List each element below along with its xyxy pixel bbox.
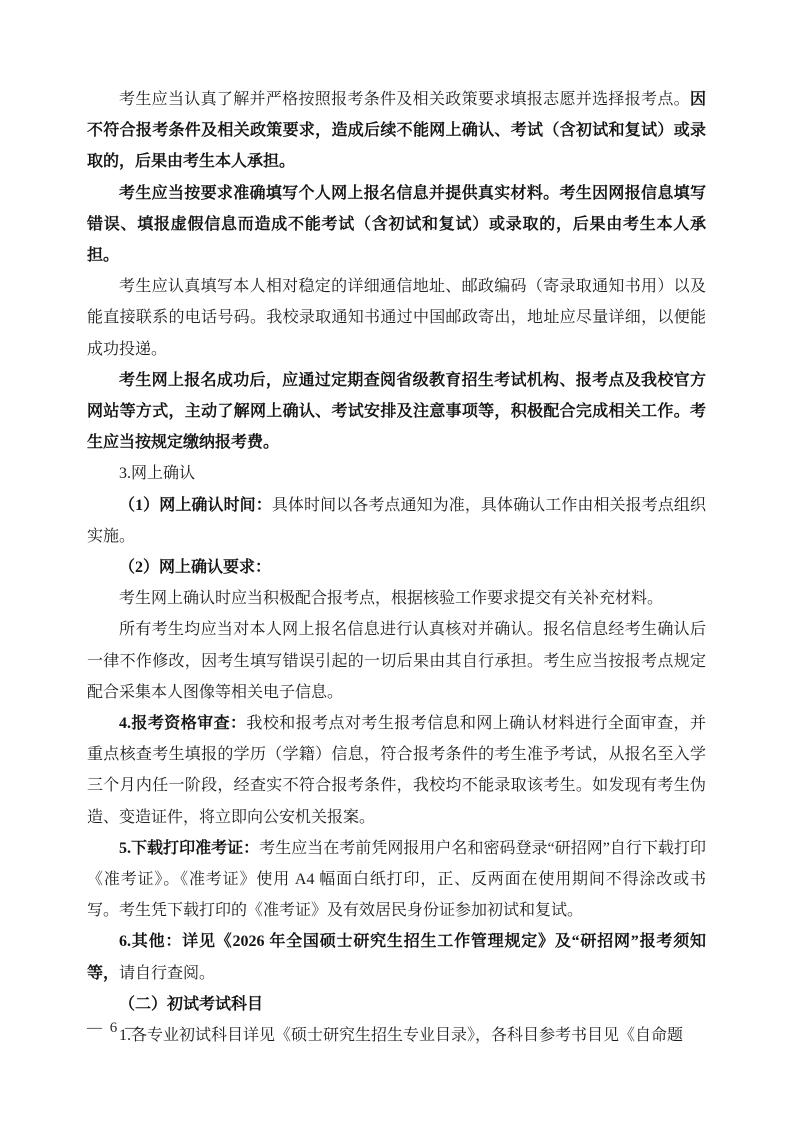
page-number: — 6 — xyxy=(87,1020,142,1036)
text-run-bold: 因不符合报考条件及相关政策要求，造成后续不能网上确认、考试（含初试和复试）或录取的，后果由考生本人承担。 xyxy=(87,91,706,171)
text-run: 我校和报考点对考生报考信息和网上确认材料进行全面审查，并重点核查考生填报的学历（学籍）信息，符合报考条件的考生准予考试，从报名至入学三个月内任一阶段，经查实不符合报考条件，我校均不能录取该考生。如发现有考生伪造、变造证件，将立即向公安机关报案。 xyxy=(87,715,706,826)
paragraph xyxy=(87,84,706,178)
text-run: 考生应当在考前凭网报用户名和密码登录“研招网”自行下载打印《准考证》。《准考证》使用 A4 幅面白纸打印，正、反两面在使用期间不得涂改或书写。考生凭下载打印的《准考证》及有效居民身份证参加初试和复试。 xyxy=(87,839,706,920)
paragraph xyxy=(87,178,706,272)
text-run-bold: 考生应当按要求准确填写个人网上报名信息并提供真实材料。考生因网报信息填写错误、填报虚假信息而造成不能考试（含初试和复试）或录取的，后果由考生本人承担。 xyxy=(87,184,706,265)
text-run-bold: 考生网上报名成功后，应通过定期查阅省级教育招生考试机构、报考点及我校官方网站等方式，主动了解网上确认、考试安排及注意事项等，积极配合完成相关工作。考生应当按规定缴纳报考费。 xyxy=(87,371,706,452)
text-run: 3.网上确认 xyxy=(119,465,196,483)
text-run: 所有考生均应当对本人网上报名信息进行认真核对并确认。报名信息经考生确认后一律不作修改，因考生填写错误引起的一切后果由其自行承担。考生应当按报考点规定配合采集本人图像等相关电子信息。 xyxy=(87,621,706,701)
text-run: 具体时间以各考点通知为准，具体确认工作由相关报考点组织实施。 xyxy=(87,496,706,545)
text-run: 请自行查阅。 xyxy=(119,964,216,982)
paragraph xyxy=(87,926,706,988)
text-run-bold: 5.下载打印准考证： xyxy=(119,839,260,857)
text-run-bold: （1）网上确认时间： xyxy=(119,496,272,514)
document-body xyxy=(87,84,706,1051)
paragraph xyxy=(87,1020,706,1051)
paragraph xyxy=(87,271,706,365)
paragraph xyxy=(87,490,706,552)
text-run-bold: 6.其他：详见《2026 年全国硕士研究生招生工作管理规定》及“研招网”报考须知等， xyxy=(87,933,706,982)
text-run-bold: （2）网上确认要求： xyxy=(119,559,272,577)
paragraph xyxy=(87,552,706,583)
text-run: 考生应认真填写本人相对稳定的详细通信地址、邮政编码（寄录取通知书用）以及能直接联系的电话号码。我校录取通知书通过中国邮政寄出，地址应尽量详细，以便能成功投递。 xyxy=(87,278,706,358)
text-run-bold: 4.报考资格审查： xyxy=(119,715,247,733)
paragraph xyxy=(87,583,706,614)
text-run: 1.各专业初试科目详见《硕士研究生招生专业目录》，各科目参考书目见《自命题 xyxy=(119,1027,684,1045)
paragraph xyxy=(87,365,706,459)
paragraph xyxy=(87,708,706,833)
text-run: 考生网上确认时应当积极配合报考点，根据核验工作要求提交有关补充材料。 xyxy=(119,590,664,608)
paragraph xyxy=(87,833,706,927)
paragraph xyxy=(87,989,706,1020)
text-run: 考生应当认真了解并严格按照报考条件及相关政策要求填报志愿并选择报考点。 xyxy=(119,91,690,108)
paragraph xyxy=(87,614,706,708)
text-run-bold: （二）初试考试科目 xyxy=(119,995,264,1013)
paragraph xyxy=(87,458,706,489)
